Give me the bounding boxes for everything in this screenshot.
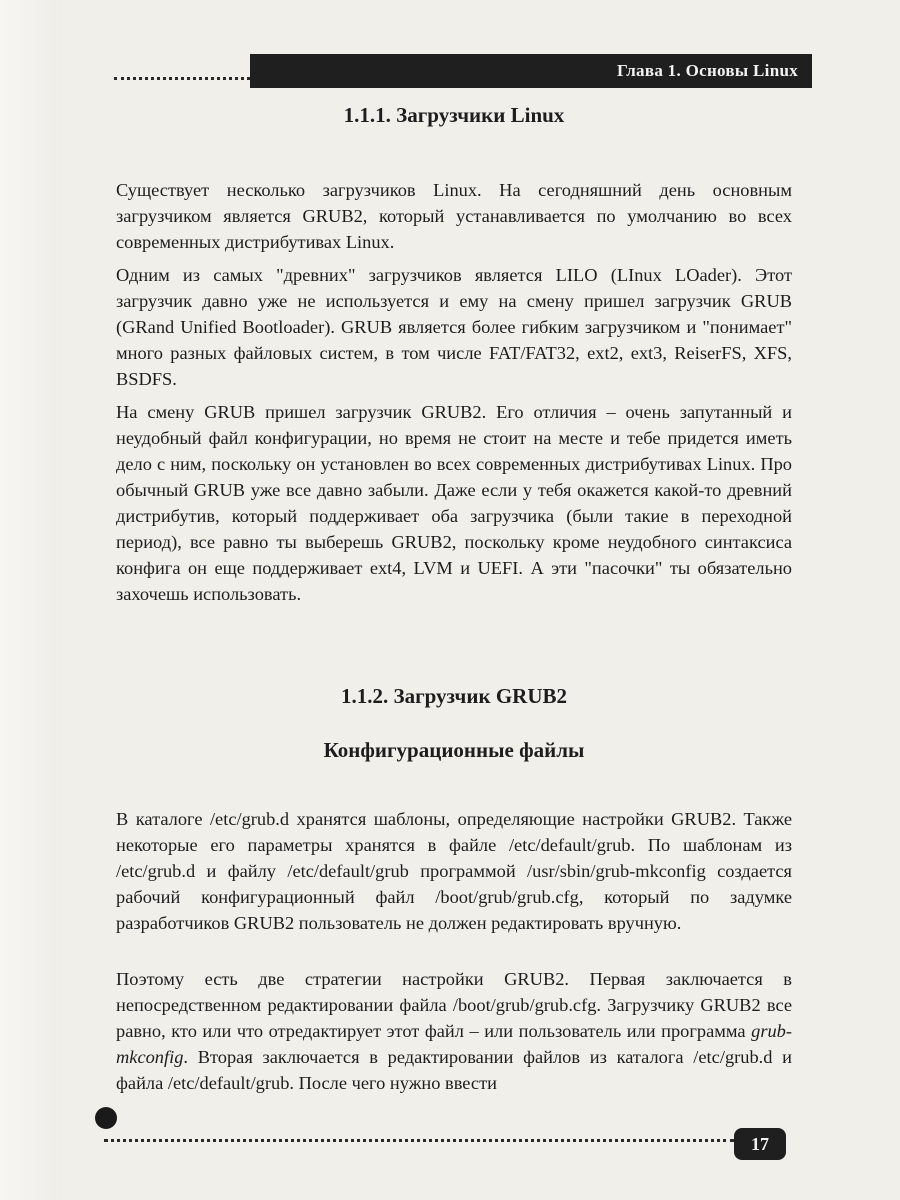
chapter-title: Глава 1. Основы Linux (617, 61, 798, 80)
paragraph: Существует несколько загрузчиков Linux. На сегодняшний день основным загрузчиком является GRUB2, который устанавливается по умолчанию во всех современных дистрибутивах Linux. (116, 180, 792, 252)
paragraph: В каталоге /etc/grub.d хранятся шаблоны, определяющие настройки GRUB2. Также некоторые его параметры хранятся в файле /etc/default/grub. По шаблонам из /etc/grub.d и файлу /etc/default/grub программой /usr/sbin/grub-mkconfig создается рабочий конфигурационный файл /boot/grub/grub.cfg, который по задумке разработчиков GRUB2 пользователь не должен редактировать вручную. (116, 809, 792, 933)
program-name: grub-mkconfig (116, 1021, 792, 1067)
text-run: Поэтому есть две стратегии настройки GRUB2. Первая заключается в непосредственном редактировании файла /boot/grub/grub.cfg. Загрузчику GRUB2 все равно, кто или что отредактирует этот файл – или пользователь или программа (116, 969, 792, 1041)
page-number: 17 (751, 1133, 769, 1154)
chapter-header (250, 54, 812, 88)
paragraph (116, 966, 792, 1096)
paragraph: Одним из самых "древних" загрузчиков является LILO (LInux LOader). Этот загрузчик давно уже не используется и ему на смену пришел загрузчик GRUB (GRand Unified Bootloader). GRUB является более гибким загрузчиком и "понимает" много разных файловых систем, в том числе FAT/FAT32, ext2, ext3, ReiserFS, XFS, BSDFS. (116, 265, 792, 389)
text-run: . Вторая заключается в редактировании файлов из каталога /etc/grub.d и файла /etc/default/grub. После чего нужно ввести (116, 1047, 792, 1093)
section-heading-grub2: 1.1.2. Загрузчик GRUB2 (340, 684, 567, 708)
page-number-badge (734, 1128, 786, 1160)
footer-bullet (95, 1107, 117, 1129)
subsection-heading-config-files: Конфигурационные файлы (323, 738, 585, 762)
page-edge (0, 0, 62, 1200)
header-dotted-rule (114, 77, 250, 80)
paragraph: На смену GRUB пришел загрузчик GRUB2. Его отличия – очень запутанный и неудобный файл конфигурации, но время не стоит на месте и тебе придется иметь дело с ним, поскольку он установлен во всех современных дистрибутивах Linux. Про обычный GRUB уже все давно забыли. Даже если у тебя окажется какой-то древний дистрибутив, который поддерживает оба загрузчика (были такие в переходной период), все равно ты выберешь GRUB2, поскольку кроме неудобного синтаксиса конфига он еще поддерживает ext4, LVM и UEFI. А эти "пасочки" ты обязательно захочешь использовать. (116, 402, 792, 604)
footer-dotted-rule (104, 1139, 734, 1142)
section-heading-bootloaders: 1.1.1. Загрузчики Linux (343, 103, 565, 127)
